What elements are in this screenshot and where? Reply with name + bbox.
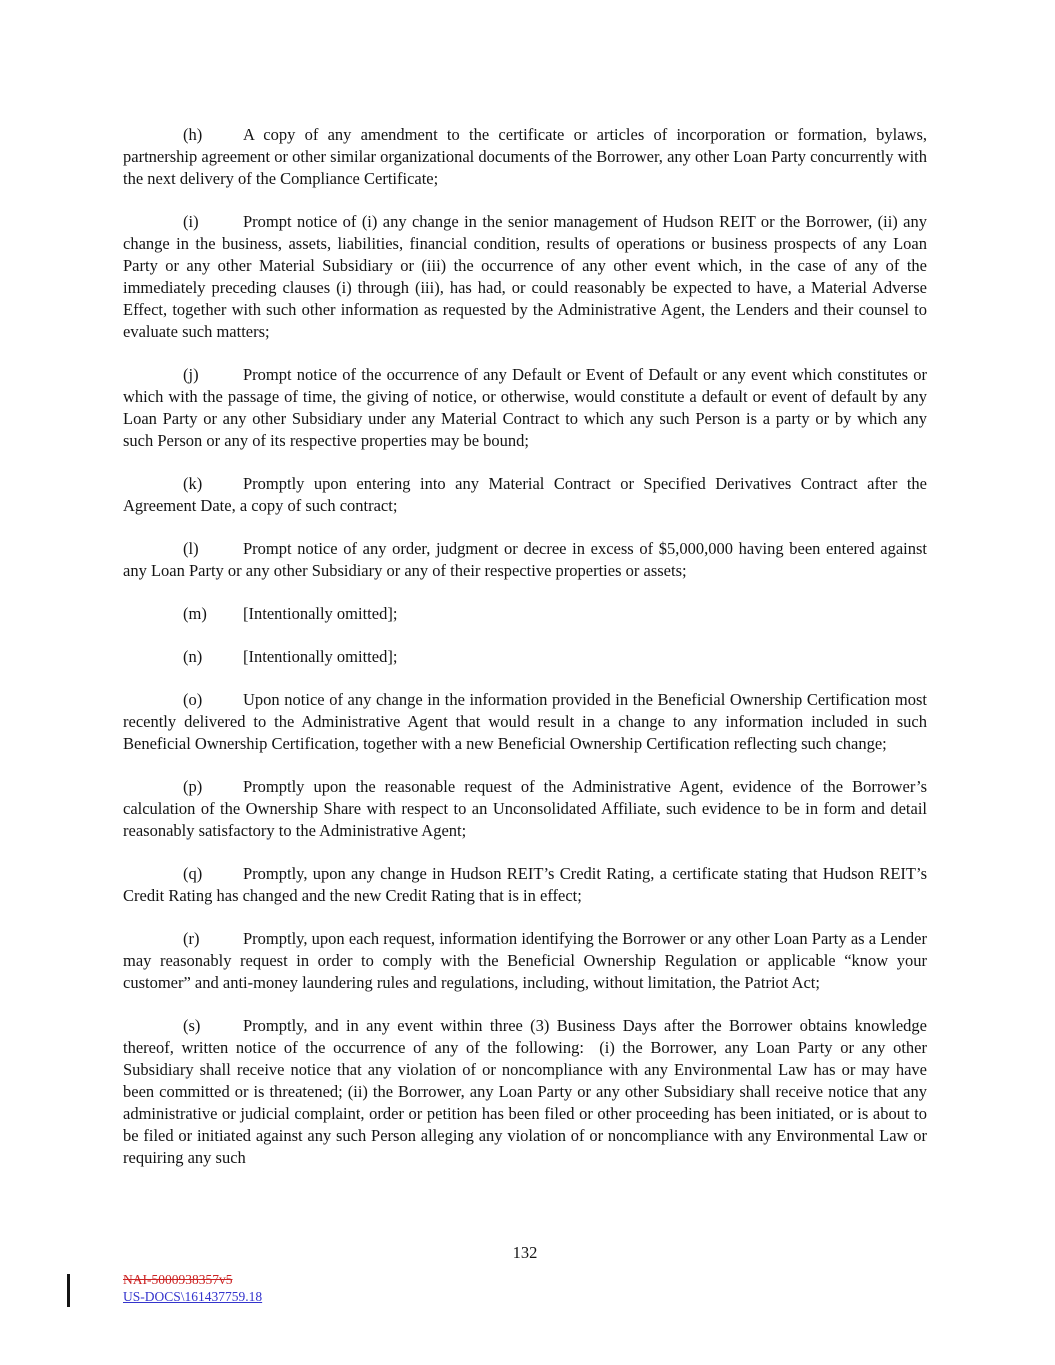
paragraph-text: Promptly, upon any change in Hudson REIT’s Credit Rating, a certificate stating that Hudson REIT’s Credit Rating has changed and the new Credit Rating that is in effect;	[123, 864, 927, 905]
paragraph-label: (l)	[183, 539, 199, 558]
paragraph	[123, 603, 927, 625]
footer-doc-ids	[123, 1272, 262, 1305]
paragraph-label: (m)	[183, 604, 207, 623]
paragraph-text: Prompt notice of any order, judgment or decree in excess of $5,000,000 having been entered against any Loan Party or any other Subsidiary or any of their respective properties or assets;	[123, 539, 927, 580]
paragraph-label: (h)	[183, 125, 203, 144]
paragraph-text: Promptly, upon each request, information identifying the Borrower or any other Loan Party as a Lender may reasonably request in order to comply with the Beneficial Ownership Regulation or applicable “know your customer” and anti-money laundering rules and regulations, including, without limitation, the Patriot Act;	[123, 929, 927, 992]
paragraph	[123, 473, 927, 517]
paragraph-label: (r)	[183, 929, 200, 948]
paragraph-label: (i)	[183, 212, 199, 231]
paragraph	[123, 928, 927, 994]
paragraph-text: Promptly upon entering into any Material Contract or Specified Derivatives Contract after the Agreement Date, a copy of such contract;	[123, 474, 927, 515]
paragraph	[123, 211, 927, 343]
paragraph-text: A copy of any amendment to the certificate or articles of incorporation or formation, bylaws, partnership agreement or other similar organizational documents of the Borrower, any other Loan Party concurrently with the next delivery of the Compliance Certificate;	[123, 125, 927, 188]
change-bar	[67, 1274, 70, 1307]
paragraph-label: (p)	[183, 777, 203, 796]
paragraph-list	[123, 124, 927, 1169]
paragraph-label: (q)	[183, 864, 203, 883]
paragraph-text: [Intentionally omitted];	[243, 647, 398, 666]
paragraph-text: Promptly, and in any event within three (3) Business Days after the Borrower obtains knowledge thereof, written notice of the occurrence of any of the following: (i) the Borrower, any Loan Party or any other Subsidiary shall receive notice that any violation of or noncompliance with any Environmental Law has or may have been committed or is threatened; (ii) the Borrower, any Loan Party or any other Subsidiary shall receive notice that any administrative or judicial complaint, order or petition has been filed or other proceeding has been initiated, or is about to be filed or initiated against any such Person alleging any violation of or noncompliance with any Environmental Law or requiring any such	[123, 1016, 927, 1167]
paragraph	[123, 776, 927, 842]
paragraph-text: Promptly upon the reasonable request of the Administrative Agent, evidence of the Borrower’s calculation of the Ownership Share with respect to an Unconsolidated Affiliate, such evidence to be in form and detail reasonably satisfactory to the Administrative Agent;	[123, 777, 927, 840]
paragraph	[123, 1015, 927, 1169]
paragraph	[123, 124, 927, 190]
paragraph-label: (o)	[183, 690, 203, 709]
paragraph-text: Prompt notice of (i) any change in the senior management of Hudson REIT or the Borrower, (ii) any change in the business, assets, liabilities, financial condition, results of operations or business prospects of any Loan Party or any other Material Subsidiary or (iii) the occurrence of any other event which, in the case of any of the immediately preceding clauses (i) through (iii), has had, or could reasonably be expected to have, a Material Adverse Effect, together with such other information as requested by the Administrative Agent, the Lenders and their counsel to evaluate such matters;	[123, 212, 927, 341]
paragraph-label: (k)	[183, 474, 203, 493]
paragraph	[123, 538, 927, 582]
paragraph	[123, 689, 927, 755]
paragraph-text: [Intentionally omitted];	[243, 604, 398, 623]
paragraph-text: Prompt notice of the occurrence of any Default or Event of Default or any event which constitutes or which with the passage of time, the giving of notice, or otherwise, would constitute a default or event of default by any Loan Party or any other Subsidiary under any Material Contract to which any such Person is a party or by which any such Person or any of its respective properties may be bound;	[123, 365, 927, 450]
paragraph	[123, 646, 927, 668]
paragraph	[123, 364, 927, 452]
document-body	[123, 124, 927, 1190]
paragraph	[123, 863, 927, 907]
paragraph-label: (s)	[183, 1016, 201, 1035]
paragraph-label: (n)	[183, 647, 203, 666]
paragraph-text: Upon notice of any change in the information provided in the Beneficial Ownership Certification most recently delivered to the Administrative Agent that would result in a change to any information included in such Beneficial Ownership Certification, together with a new Beneficial Ownership Certification reflecting such change;	[123, 690, 927, 753]
page-number: 132	[512, 1243, 538, 1262]
paragraph-label: (j)	[183, 365, 199, 384]
footer-doc-id-draft: NAI-5000938357v5	[123, 1272, 233, 1287]
footer-doc-id-current: US-DOCS\161437759.18	[123, 1288, 263, 1304]
